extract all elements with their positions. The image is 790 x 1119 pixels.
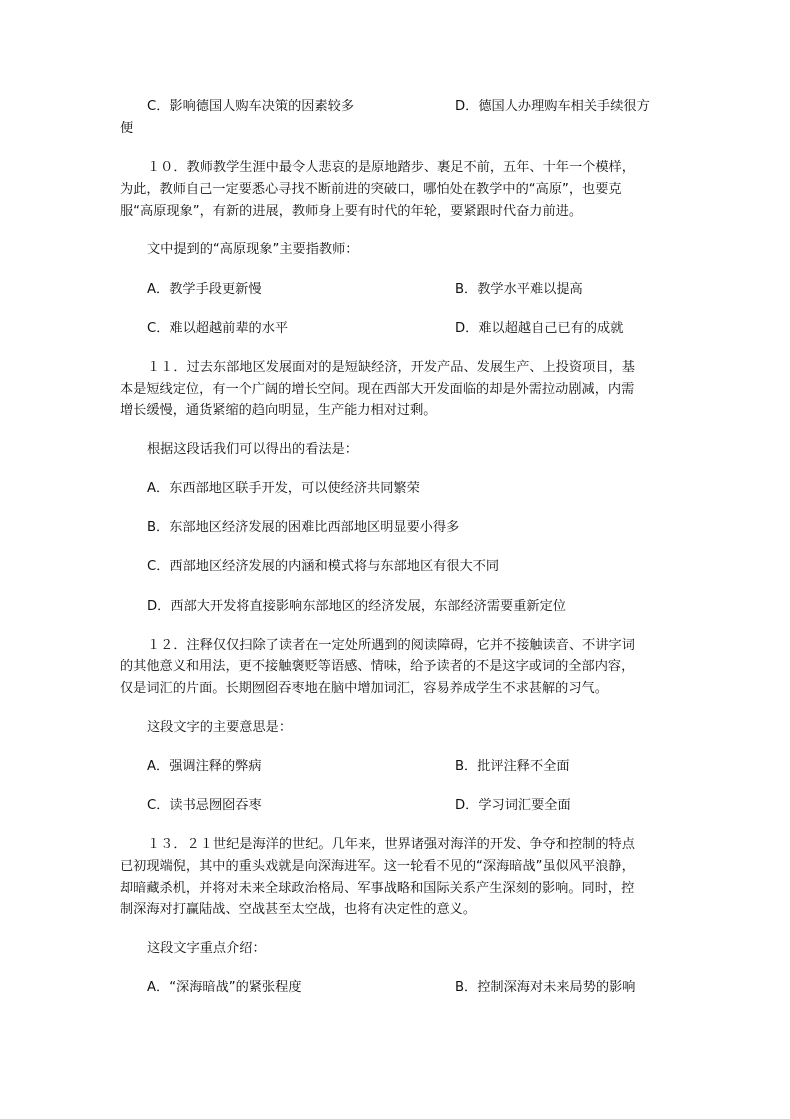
- q13-stem-line: 已初现端倪，其中的重头戏就是向深海进军。这一轮看不见的“深海暗战”虽似风平浪静，: [120, 859, 635, 874]
- q13-option-a: A．“深海暗战”的紧张程度: [147, 980, 302, 995]
- q9-option-d-wrap: 便: [120, 121, 134, 136]
- q11-option-c: C．西部地区经济发展的内涵和模式将与东部地区有很大不同: [147, 559, 500, 574]
- q13-question: 这段文字重点介绍：: [147, 941, 266, 956]
- q12-option-d: D．学习词汇要全面: [455, 798, 571, 813]
- q9-option-d: D．德国人办理购车相关手续很方: [455, 99, 650, 114]
- q11-option-d: D．西部大开发将直接影响东部地区的经济发展，东部经济需要重新定位: [147, 599, 566, 614]
- q10-stem-line: 服“高原现象”，有新的进展，教师身上要有时代的年轮，要紧跟时代奋力前进。: [120, 204, 583, 219]
- q12-option-a: A．强调注释的弊病: [147, 759, 262, 774]
- q9-option-c: C．影响德国人购车决策的因素较多: [147, 99, 355, 114]
- q11-stem-line: 增长缓慢，通货紧缩的趋向明显，生产能力相对过剩。: [120, 403, 437, 418]
- q10-option-c: C．难以超越前辈的水平: [147, 321, 289, 336]
- q13-stem-line: 制深海对打赢陆战、空战甚至太空战，也将有决定性的意义。: [120, 902, 477, 917]
- q12-question: 这段文字的主要意思是：: [147, 720, 293, 735]
- q10-option-d: D．难以超越自己已有的成就: [455, 321, 624, 336]
- q11-option-a: A．东西部地区联手开发，可以使经济共同繁荣: [147, 481, 420, 496]
- q10-stem-line: 为此，教师自己一定要悉心寻找不断前进的突破口，哪怕处在教学中的“高原”，也要克: [120, 182, 622, 197]
- q10-question: 文中提到的“高原现象”主要指教师：: [147, 242, 359, 257]
- q13-stem-line: 却暗藏杀机，并将对未来全球政治格局、军事战略和国际关系产生深刻的影响。同时，控: [120, 881, 635, 896]
- q12-stem-line: 的其他意义和用法，更不接触褒贬等语感、情味，给予读者的不是这字或词的全部内容，: [120, 659, 635, 674]
- q10-option-a: A．教学手段更新慢: [147, 282, 262, 297]
- q12-option-c: C．读书忌囫囵吞枣: [147, 798, 262, 813]
- q11-question: 根据这段话我们可以得出的看法是：: [147, 442, 358, 457]
- q13-stem-line: １３．２１世纪是海洋的世纪。几年来，世界诸强对海洋的开发、争夺和控制的特点: [147, 837, 635, 852]
- q10-option-b: B．教学水平难以提高: [455, 282, 583, 297]
- q12-stem-line: １２．注释仅仅扫除了读者在一定处所遇到的阅读障碍，它并不接触读音、不讲字词: [147, 638, 635, 653]
- q10-stem-line: １０．教师教学生涯中最令人悲哀的是原地踏步、裹足不前，五年、十年一个模样，: [147, 160, 635, 175]
- q11-option-b: B．东部地区经济发展的困难比西部地区明显要小得多: [147, 520, 460, 535]
- q13-option-b: B．控制深海对未来局势的影响: [455, 980, 636, 995]
- q11-stem-line: １１．过去东部地区发展面对的是短缺经济，开发产品、发展生产、上投资项目，基: [147, 360, 635, 375]
- q12-option-b: B．批评注释不全面: [455, 759, 570, 774]
- q11-stem-line: 本是短线定位，有一个广阔的增长空间。现在西部大开发面临的却是外需拉动剧减，内需: [120, 382, 635, 397]
- q12-stem-line: 仅是词汇的片面。长期囫囵吞枣地在脑中增加词汇，容易养成学生不求甚解的习气。: [120, 681, 608, 696]
